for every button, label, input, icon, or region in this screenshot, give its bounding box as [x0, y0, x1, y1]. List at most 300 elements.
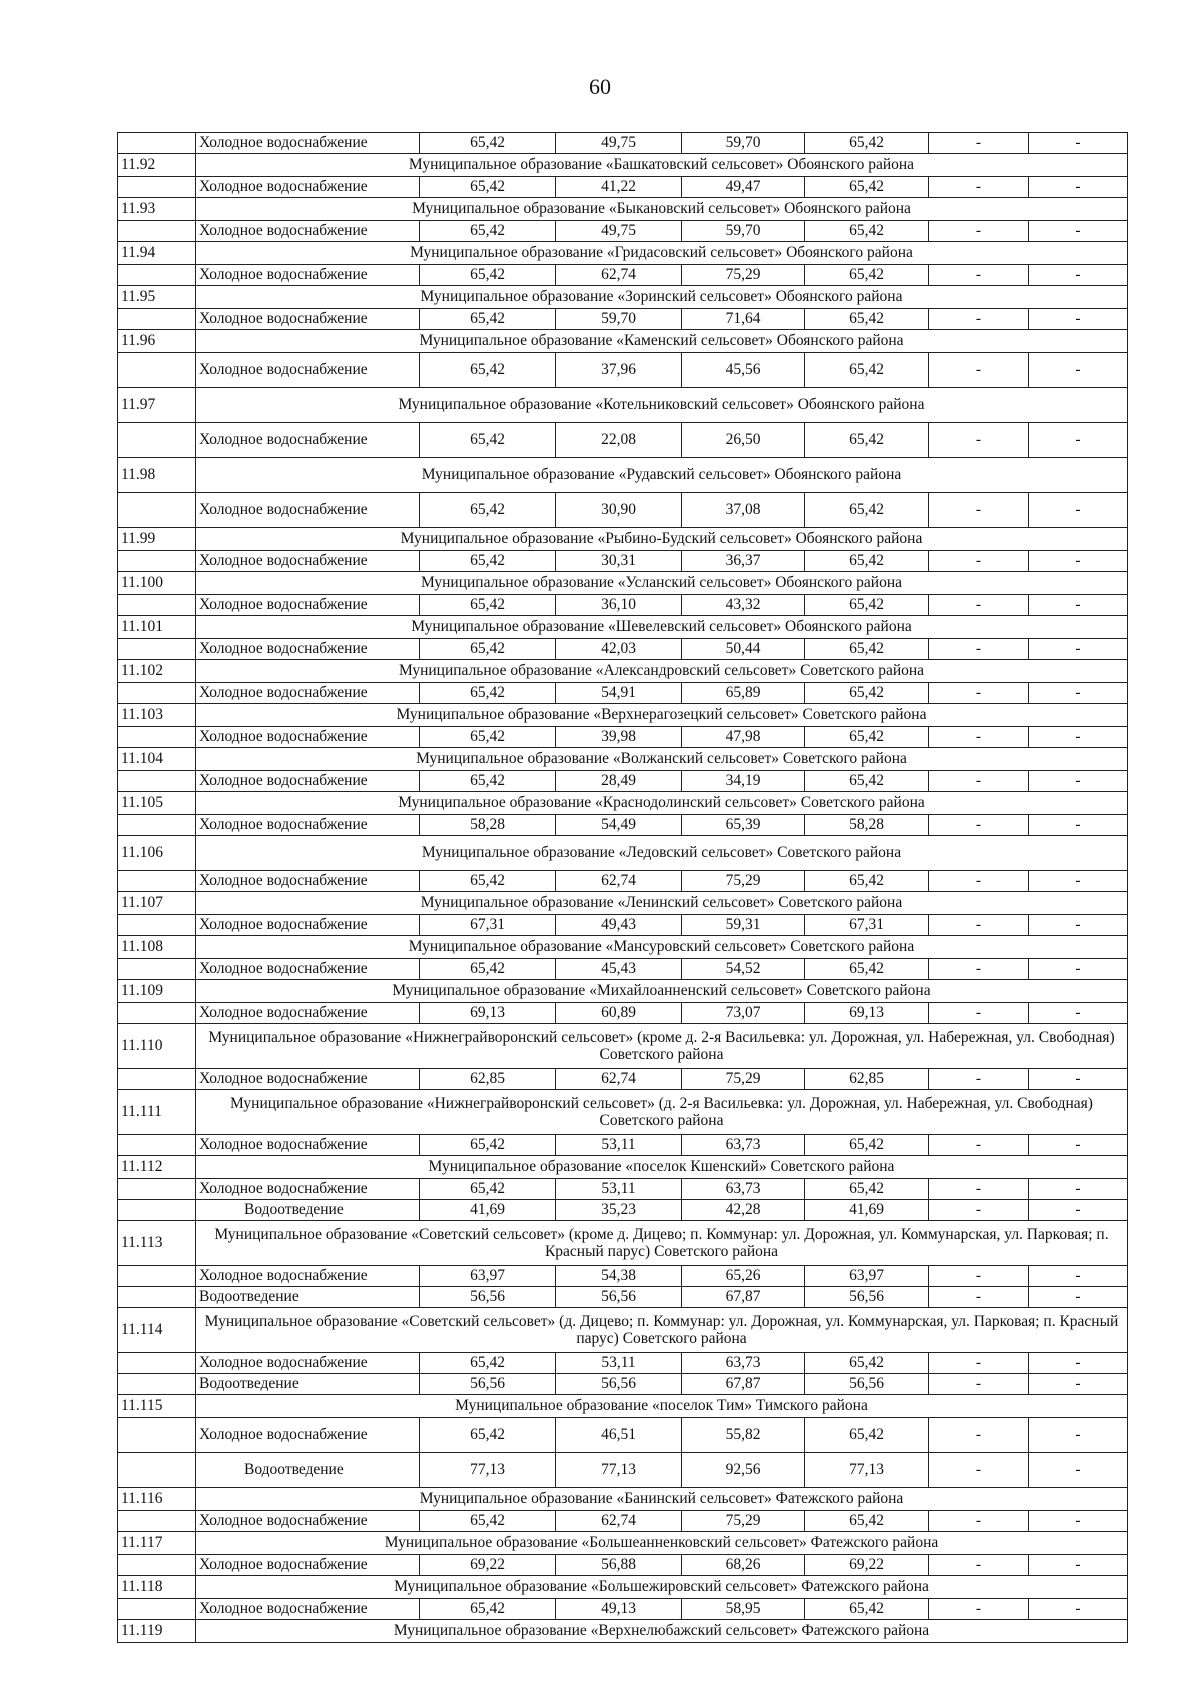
municipality-row: [118, 154, 1128, 177]
tariff-value-2: 56,56: [556, 1374, 682, 1395]
municipality-row: [118, 528, 1128, 551]
tariff-value-6: -: [1029, 915, 1128, 936]
row-number: 11.118: [118, 1576, 196, 1599]
service-row: [118, 133, 1128, 154]
empty-number-cell: [118, 595, 196, 616]
municipality-row: [118, 1488, 1128, 1511]
tariff-value-1: 65,42: [420, 353, 556, 388]
tariff-value-1: 65,42: [420, 1353, 556, 1374]
service-name: Холодное водоснабжение: [196, 595, 420, 616]
row-number: 11.100: [118, 572, 196, 595]
municipality-title: Муниципальное образование «Башкатовский сельсовет» Обоянского района: [196, 154, 1128, 177]
tariff-value-4: 65,42: [805, 1511, 929, 1532]
tariff-value-2: 30,31: [556, 551, 682, 572]
tariff-value-5: -: [929, 1266, 1029, 1287]
tariff-value-2: 49,75: [556, 221, 682, 242]
empty-number-cell: [118, 1135, 196, 1156]
page-number: 60: [589, 74, 611, 99]
municipality-row: [118, 1308, 1128, 1353]
empty-number-cell: [118, 1353, 196, 1374]
empty-number-cell: [118, 915, 196, 936]
tariff-value-5: -: [929, 309, 1029, 330]
municipality-title: Муниципальное образование «Волжанский сельсовет» Советского района: [196, 748, 1128, 771]
tariff-value-1: 56,56: [420, 1287, 556, 1308]
tariff-value-2: 36,10: [556, 595, 682, 616]
empty-number-cell: [118, 1200, 196, 1221]
tariff-value-6: -: [1029, 595, 1128, 616]
municipality-title: Муниципальное образование «Ленинский сельсовет» Советского района: [196, 892, 1128, 915]
tariff-value-2: 39,98: [556, 727, 682, 748]
tariff-value-1: 65,42: [420, 1599, 556, 1620]
tariff-value-2: 54,91: [556, 683, 682, 704]
tariff-value-3: 47,98: [682, 727, 805, 748]
tariff-value-5: -: [929, 133, 1029, 154]
row-number: 11.116: [118, 1488, 196, 1511]
row-number: 11.105: [118, 792, 196, 815]
service-name: Холодное водоснабжение: [196, 915, 420, 936]
tariff-value-2: 42,03: [556, 639, 682, 660]
municipality-title: Муниципальное образование «Мансуровский сельсовет» Советского района: [196, 936, 1128, 959]
tariff-value-6: -: [1029, 959, 1128, 980]
tariff-value-3: 67,87: [682, 1374, 805, 1395]
row-number: 11.108: [118, 936, 196, 959]
tariff-value-6: -: [1029, 1200, 1128, 1221]
tariff-value-3: 75,29: [682, 871, 805, 892]
service-row: [118, 551, 1128, 572]
row-number: 11.98: [118, 458, 196, 493]
tariff-value-4: 56,56: [805, 1287, 929, 1308]
municipality-title: Муниципальное образование «Быкановский сельсовет» Обоянского района: [196, 198, 1128, 221]
tariff-value-2: 49,75: [556, 133, 682, 154]
tariff-value-1: 65,42: [420, 595, 556, 616]
empty-number-cell: [118, 639, 196, 660]
row-number: 11.113: [118, 1221, 196, 1266]
service-name: Холодное водоснабжение: [196, 771, 420, 792]
municipality-title: Муниципальное образование «Михайлоанненский сельсовет» Советского района: [196, 980, 1128, 1003]
service-row: [118, 493, 1128, 528]
municipality-title: Муниципальное образование «Нижнеграйворонский сельсовет» (кроме д. 2-я Васильевка: ул. Дорожная, ул. Набережная, ул. Свободная) Советского района: [196, 1024, 1128, 1069]
municipality-row: [118, 286, 1128, 309]
tariff-value-6: -: [1029, 1374, 1128, 1395]
municipality-row: [118, 1576, 1128, 1599]
tariff-value-1: 65,42: [420, 133, 556, 154]
municipality-row: [118, 330, 1128, 353]
service-name: Холодное водоснабжение: [196, 493, 420, 528]
tariff-value-6: -: [1029, 221, 1128, 242]
tariff-value-6: -: [1029, 1287, 1128, 1308]
tariff-value-6: -: [1029, 309, 1128, 330]
service-row: [118, 1003, 1128, 1024]
tariff-value-3: 63,73: [682, 1353, 805, 1374]
municipality-row: [118, 836, 1128, 871]
tariff-value-2: 35,23: [556, 1200, 682, 1221]
tariff-value-3: 65,39: [682, 815, 805, 836]
service-row: [118, 683, 1128, 704]
municipality-title: Муниципальное образование «Каменский сельсовет» Обоянского района: [196, 330, 1128, 353]
empty-number-cell: [118, 493, 196, 528]
tariff-value-6: -: [1029, 727, 1128, 748]
municipality-title: Муниципальное образование «поселок Кшенский» Советского района: [196, 1156, 1128, 1179]
service-row: [118, 1135, 1128, 1156]
empty-number-cell: [118, 1599, 196, 1620]
municipality-row: [118, 458, 1128, 493]
tariff-value-2: 60,89: [556, 1003, 682, 1024]
tariff-value-1: 65,42: [420, 1418, 556, 1453]
tariff-value-4: 65,42: [805, 595, 929, 616]
empty-number-cell: [118, 815, 196, 836]
tariff-value-5: -: [929, 1374, 1029, 1395]
service-name: Холодное водоснабжение: [196, 959, 420, 980]
tariff-value-4: 65,42: [805, 221, 929, 242]
municipality-row: [118, 1156, 1128, 1179]
tariff-value-5: -: [929, 493, 1029, 528]
tariff-value-5: -: [929, 771, 1029, 792]
municipality-row: [118, 388, 1128, 423]
municipality-title: Муниципальное образование «Ледовский сельсовет» Советского района: [196, 836, 1128, 871]
tariff-value-4: 67,31: [805, 915, 929, 936]
service-name: Холодное водоснабжение: [196, 815, 420, 836]
empty-number-cell: [118, 1179, 196, 1200]
tariff-value-4: 65,42: [805, 265, 929, 286]
service-name: Холодное водоснабжение: [196, 1266, 420, 1287]
municipality-title: Муниципальное образование «Нижнеграйворонский сельсовет» (д. 2-я Васильевка: ул. Дорожная, ул. Набережная, ул. Свободная) Советского района: [196, 1090, 1128, 1135]
row-number: 11.97: [118, 388, 196, 423]
tariff-value-5: -: [929, 551, 1029, 572]
tariff-value-5: -: [929, 1179, 1029, 1200]
tariff-value-4: 69,13: [805, 1003, 929, 1024]
tariff-value-5: -: [929, 1135, 1029, 1156]
tariff-value-5: -: [929, 1287, 1029, 1308]
service-row: [118, 221, 1128, 242]
municipality-title: Муниципальное образование «Советский сельсовет» (д. Дицево; п. Коммунар: ул. Дорожная, ул. Коммунарская, ул. Парковая; п. Красный парус) Советского района: [196, 1308, 1128, 1353]
empty-number-cell: [118, 177, 196, 198]
tariff-value-4: 65,42: [805, 1353, 929, 1374]
tariff-value-4: 63,97: [805, 1266, 929, 1287]
service-name: Холодное водоснабжение: [196, 727, 420, 748]
municipality-title: Муниципальное образование «Советский сельсовет» (кроме д. Дицево; п. Коммунар: ул. Дорожная, ул. Коммунарская, ул. Парковая; п. Красный парус) Советского района: [196, 1221, 1128, 1266]
empty-number-cell: [118, 683, 196, 704]
tariff-value-1: 63,97: [420, 1266, 556, 1287]
empty-number-cell: [118, 1374, 196, 1395]
municipality-row: [118, 748, 1128, 771]
tariff-value-2: 53,11: [556, 1179, 682, 1200]
tariff-value-4: 58,28: [805, 815, 929, 836]
tariff-value-3: 59,70: [682, 221, 805, 242]
tariff-value-3: 71,64: [682, 309, 805, 330]
tariff-value-5: -: [929, 815, 1029, 836]
tariff-value-1: 65,42: [420, 265, 556, 286]
tariff-value-6: -: [1029, 683, 1128, 704]
tariff-value-1: 65,42: [420, 959, 556, 980]
row-number: 11.109: [118, 980, 196, 1003]
tariff-value-2: 59,70: [556, 309, 682, 330]
service-row: [118, 1374, 1128, 1395]
tariff-value-1: 56,56: [420, 1374, 556, 1395]
service-name: Водоотведение: [196, 1453, 420, 1488]
service-row: [118, 871, 1128, 892]
tariff-value-5: -: [929, 221, 1029, 242]
service-name: Холодное водоснабжение: [196, 639, 420, 660]
row-number: 11.95: [118, 286, 196, 309]
row-number: 11.104: [118, 748, 196, 771]
service-row: [118, 1353, 1128, 1374]
tariff-value-6: -: [1029, 1135, 1128, 1156]
municipality-row: [118, 198, 1128, 221]
municipality-row: [118, 1221, 1128, 1266]
empty-number-cell: [118, 1511, 196, 1532]
service-row: [118, 1069, 1128, 1090]
service-row: [118, 423, 1128, 458]
municipality-title: Муниципальное образование «Краснодолинский сельсовет» Советского района: [196, 792, 1128, 815]
tariff-value-2: 30,90: [556, 493, 682, 528]
tariff-value-1: 41,69: [420, 1200, 556, 1221]
municipality-row: [118, 616, 1128, 639]
tariff-value-6: -: [1029, 1418, 1128, 1453]
tariff-value-4: 65,42: [805, 959, 929, 980]
empty-number-cell: [118, 959, 196, 980]
service-name: Холодное водоснабжение: [196, 1511, 420, 1532]
row-number: 11.93: [118, 198, 196, 221]
tariff-value-1: 69,13: [420, 1003, 556, 1024]
tariff-value-5: -: [929, 423, 1029, 458]
service-row: [118, 915, 1128, 936]
municipality-row: [118, 572, 1128, 595]
tariff-value-4: 69,22: [805, 1555, 929, 1576]
tariff-value-1: 69,22: [420, 1555, 556, 1576]
tariff-value-5: -: [929, 871, 1029, 892]
tariff-value-4: 65,42: [805, 771, 929, 792]
empty-number-cell: [118, 1418, 196, 1453]
tariff-value-1: 65,42: [420, 493, 556, 528]
municipality-title: Муниципальное образование «Рудавский сельсовет» Обоянского района: [196, 458, 1128, 493]
tariff-value-1: 65,42: [420, 309, 556, 330]
service-row: [118, 815, 1128, 836]
tariff-value-5: -: [929, 639, 1029, 660]
empty-number-cell: [118, 1555, 196, 1576]
tariff-value-3: 73,07: [682, 1003, 805, 1024]
municipality-row: [118, 242, 1128, 265]
tariff-value-5: -: [929, 1453, 1029, 1488]
service-name: Холодное водоснабжение: [196, 1353, 420, 1374]
municipality-row: [118, 1532, 1128, 1555]
service-name: Холодное водоснабжение: [196, 1418, 420, 1453]
tariff-value-2: 45,43: [556, 959, 682, 980]
tariff-value-5: -: [929, 1418, 1029, 1453]
municipality-row: [118, 704, 1128, 727]
empty-number-cell: [118, 309, 196, 330]
tariff-value-2: 77,13: [556, 1453, 682, 1488]
service-name: Холодное водоснабжение: [196, 309, 420, 330]
service-row: [118, 1179, 1128, 1200]
row-number: 11.110: [118, 1024, 196, 1069]
service-row: [118, 959, 1128, 980]
tariff-value-2: 62,74: [556, 1511, 682, 1532]
tariff-value-1: 65,42: [420, 177, 556, 198]
tariff-value-6: -: [1029, 1511, 1128, 1532]
tariff-value-5: -: [929, 1555, 1029, 1576]
row-number: 11.92: [118, 154, 196, 177]
tariff-value-5: -: [929, 1069, 1029, 1090]
tariff-table: [117, 132, 1128, 1643]
tariff-value-6: -: [1029, 265, 1128, 286]
tariff-value-3: 34,19: [682, 771, 805, 792]
tariff-value-3: 75,29: [682, 1069, 805, 1090]
row-number: 11.107: [118, 892, 196, 915]
tariff-value-3: 65,89: [682, 683, 805, 704]
tariff-value-3: 50,44: [682, 639, 805, 660]
tariff-value-1: 65,42: [420, 551, 556, 572]
service-row: [118, 353, 1128, 388]
tariff-value-3: 59,70: [682, 133, 805, 154]
empty-number-cell: [118, 133, 196, 154]
tariff-value-3: 49,47: [682, 177, 805, 198]
service-name: Холодное водоснабжение: [196, 1599, 420, 1620]
tariff-value-5: -: [929, 727, 1029, 748]
service-row: [118, 1287, 1128, 1308]
tariff-value-3: 42,28: [682, 1200, 805, 1221]
tariff-value-2: 46,51: [556, 1418, 682, 1453]
tariff-value-5: -: [929, 1200, 1029, 1221]
tariff-value-3: 55,82: [682, 1418, 805, 1453]
tariff-value-3: 63,73: [682, 1135, 805, 1156]
row-number: 11.112: [118, 1156, 196, 1179]
tariff-value-5: -: [929, 1511, 1029, 1532]
tariff-value-6: -: [1029, 771, 1128, 792]
tariff-value-4: 65,42: [805, 309, 929, 330]
tariff-value-1: 65,42: [420, 639, 556, 660]
tariff-value-3: 37,08: [682, 493, 805, 528]
service-row: [118, 177, 1128, 198]
row-number: 11.94: [118, 242, 196, 265]
tariff-value-4: 65,42: [805, 871, 929, 892]
tariff-value-5: -: [929, 1003, 1029, 1024]
tariff-value-4: 65,42: [805, 639, 929, 660]
tariff-value-5: -: [929, 1599, 1029, 1620]
tariff-value-4: 65,42: [805, 727, 929, 748]
service-name: Водоотведение: [196, 1287, 420, 1308]
tariff-value-6: -: [1029, 551, 1128, 572]
tariff-value-6: -: [1029, 1266, 1128, 1287]
municipality-title: Муниципальное образование «Гридасовский сельсовет» Обоянского района: [196, 242, 1128, 265]
tariff-value-2: 53,11: [556, 1135, 682, 1156]
tariff-value-6: -: [1029, 1599, 1128, 1620]
municipality-row: [118, 1090, 1128, 1135]
service-name: Холодное водоснабжение: [196, 871, 420, 892]
tariff-value-4: 65,42: [805, 683, 929, 704]
municipality-title: Муниципальное образование «Котельниковский сельсовет» Обоянского района: [196, 388, 1128, 423]
service-name: Холодное водоснабжение: [196, 423, 420, 458]
municipality-row: [118, 1024, 1128, 1069]
municipality-title: Муниципальное образование «Большеанненковский сельсовет» Фатежского района: [196, 1532, 1128, 1555]
municipality-title: Муниципальное образование «Зоринский сельсовет» Обоянского района: [196, 286, 1128, 309]
municipality-title: Муниципальное образование «Банинский сельсовет» Фатежского района: [196, 1488, 1128, 1511]
empty-number-cell: [118, 1003, 196, 1024]
tariff-value-6: -: [1029, 133, 1128, 154]
service-name: Холодное водоснабжение: [196, 1003, 420, 1024]
tariff-value-4: 56,56: [805, 1374, 929, 1395]
tariff-value-2: 49,13: [556, 1599, 682, 1620]
tariff-value-2: 54,49: [556, 815, 682, 836]
municipality-title: Муниципальное образование «Верхнелюбажский сельсовет» Фатежского района: [196, 1620, 1128, 1643]
tariff-value-6: -: [1029, 353, 1128, 388]
tariff-value-3: 67,87: [682, 1287, 805, 1308]
tariff-value-4: 65,42: [805, 1135, 929, 1156]
tariff-value-5: -: [929, 959, 1029, 980]
tariff-value-1: 65,42: [420, 423, 556, 458]
tariff-value-4: 41,69: [805, 1200, 929, 1221]
tariff-value-2: 56,88: [556, 1555, 682, 1576]
service-row: [118, 265, 1128, 286]
empty-number-cell: [118, 871, 196, 892]
tariff-value-4: 65,42: [805, 493, 929, 528]
tariff-value-3: 75,29: [682, 265, 805, 286]
tariff-value-5: -: [929, 177, 1029, 198]
tariff-value-6: -: [1029, 493, 1128, 528]
tariff-value-5: -: [929, 353, 1029, 388]
empty-number-cell: [118, 423, 196, 458]
tariff-value-2: 22,08: [556, 423, 682, 458]
tariff-value-2: 62,74: [556, 1069, 682, 1090]
tariff-value-2: 41,22: [556, 177, 682, 198]
tariff-value-1: 77,13: [420, 1453, 556, 1488]
tariff-value-4: 65,42: [805, 1418, 929, 1453]
municipality-row: [118, 1620, 1128, 1643]
tariff-value-4: 65,42: [805, 353, 929, 388]
tariff-value-2: 37,96: [556, 353, 682, 388]
tariff-value-6: -: [1029, 815, 1128, 836]
row-number: 11.99: [118, 528, 196, 551]
tariff-value-3: 63,73: [682, 1179, 805, 1200]
tariff-value-4: 65,42: [805, 133, 929, 154]
municipality-row: [118, 1395, 1128, 1418]
service-name: Холодное водоснабжение: [196, 551, 420, 572]
empty-number-cell: [118, 221, 196, 242]
tariff-value-3: 54,52: [682, 959, 805, 980]
tariff-value-6: -: [1029, 1003, 1128, 1024]
empty-number-cell: [118, 353, 196, 388]
tariff-value-1: 65,42: [420, 1135, 556, 1156]
tariff-value-5: -: [929, 1353, 1029, 1374]
row-number: 11.119: [118, 1620, 196, 1643]
service-row: [118, 309, 1128, 330]
tariff-value-6: -: [1029, 1353, 1128, 1374]
empty-number-cell: [118, 1287, 196, 1308]
service-name: Холодное водоснабжение: [196, 133, 420, 154]
tariff-value-6: -: [1029, 423, 1128, 458]
tariff-value-4: 65,42: [805, 1179, 929, 1200]
service-row: [118, 1599, 1128, 1620]
tariff-value-3: 58,95: [682, 1599, 805, 1620]
tariff-value-6: -: [1029, 1555, 1128, 1576]
row-number: 11.101: [118, 616, 196, 639]
tariff-value-2: 28,49: [556, 771, 682, 792]
service-row: [118, 595, 1128, 616]
empty-number-cell: [118, 1069, 196, 1090]
tariff-value-3: 59,31: [682, 915, 805, 936]
municipality-row: [118, 980, 1128, 1003]
tariff-value-2: 62,74: [556, 265, 682, 286]
row-number: 11.106: [118, 836, 196, 871]
service-name: Холодное водоснабжение: [196, 1555, 420, 1576]
service-row: [118, 1453, 1128, 1488]
tariff-value-5: -: [929, 595, 1029, 616]
tariff-value-6: -: [1029, 1453, 1128, 1488]
empty-number-cell: [118, 551, 196, 572]
empty-number-cell: [118, 1453, 196, 1488]
municipality-row: [118, 792, 1128, 815]
service-name: Холодное водоснабжение: [196, 177, 420, 198]
tariff-value-4: 65,42: [805, 423, 929, 458]
